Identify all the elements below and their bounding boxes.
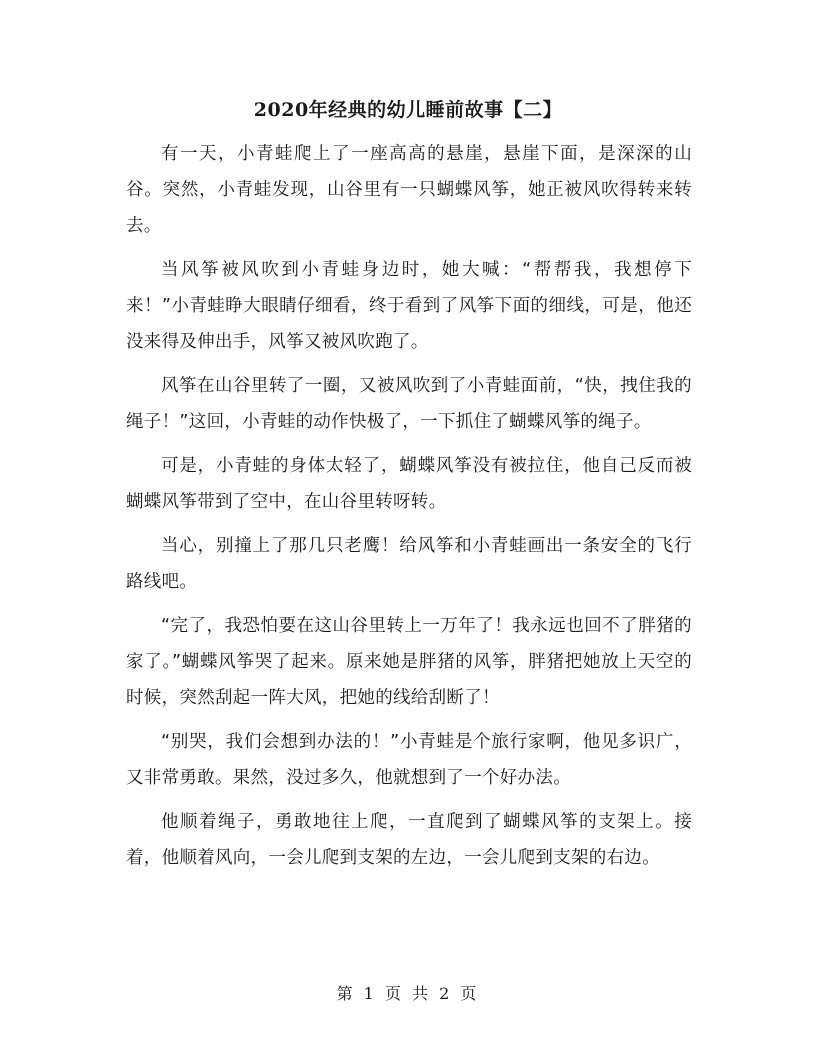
paragraph: 当心，别撞上了那几只老鹰！给风筝和小青蛙画出一条安全的飞行路线吧。 bbox=[126, 536, 692, 592]
paragraph: 有一天，小青蛙爬上了一座高高的悬崖，悬崖下面，是深深的山谷。突然，小青蛙发现，山谷里有一只蝴蝶风筝，她正被风吹得转来转去。 bbox=[126, 144, 692, 236]
paragraph: “完了，我恐怕要在这山谷里转上一万年了！我永远也回不了胖猪的家了。”蝴蝶风筝哭了起来。原来她是胖猪的风筝，胖猪把她放上天空的时候，突然刮起一阵大风，把她的线给刮断了！ bbox=[126, 616, 692, 708]
document-title: 2020年经典的幼儿睡前故事【二】 bbox=[253, 99, 563, 121]
page-number-footer: 第 1 页 共 2 页 bbox=[336, 984, 480, 1003]
paragraph: 风筝在山谷里转了一圈，又被风吹到了小青蛙面前，“快，拽住我的绳子！”这回，小青蛙的动作快极了，一下抓住了蝴蝶风筝的绳子。 bbox=[126, 376, 692, 432]
paragraph: “别哭，我们会想到办法的！”小青蛙是个旅行家啊，他见多识广，又非常勇敢。果然，没过多久，他就想到了一个好办法。 bbox=[126, 732, 692, 788]
paragraph: 当风筝被风吹到小青蛙身边时，她大喊：“帮帮我，我想停下来！”小青蛙睁大眼睛仔细看，终于看到了风筝下面的细线，可是，他还没来得及伸出手，风筝又被风吹跑了。 bbox=[126, 260, 692, 352]
paragraph: 他顺着绳子，勇敢地往上爬，一直爬到了蝴蝶风筝的支架上。接着，他顺着风向，一会儿爬到支架的左边，一会儿爬到支架的右边。 bbox=[126, 812, 692, 868]
paragraph: 可是，小青蛙的身体太轻了，蝴蝶风筝没有被拉住，他自己反而被蝴蝶风筝带到了空中，在山谷里转呀转。 bbox=[126, 456, 692, 512]
story-body bbox=[126, 136, 692, 884]
